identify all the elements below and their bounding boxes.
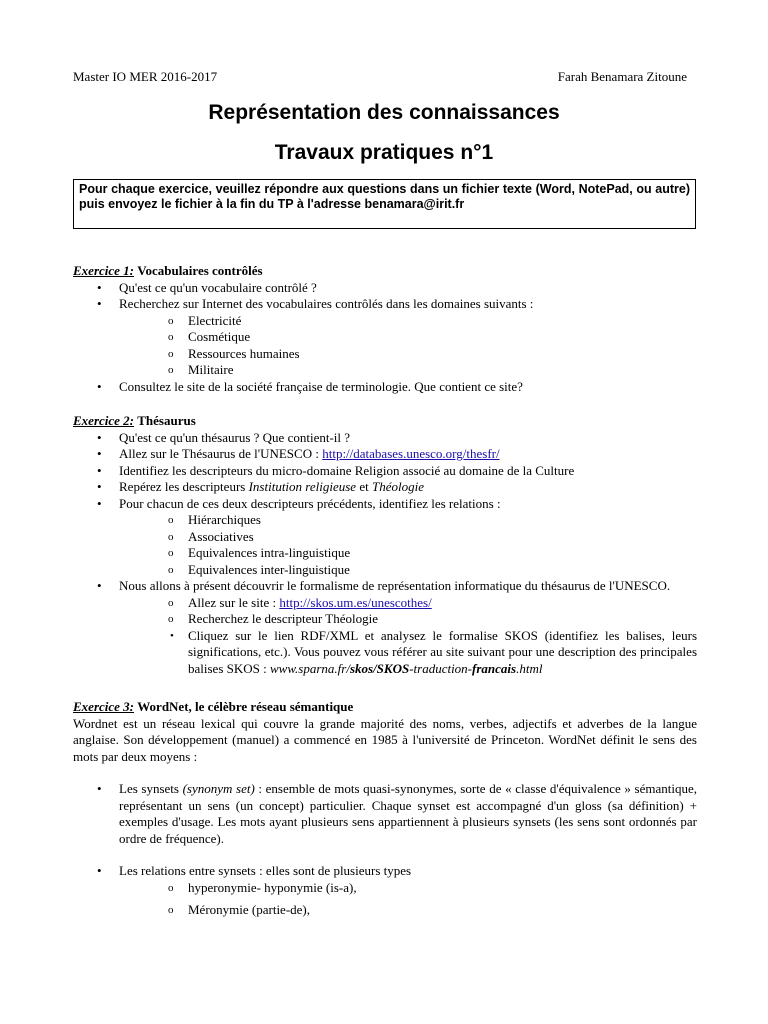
document-body	[73, 263, 697, 919]
sparna-url: www.sparna.fr/skos/SKOS-traduction-francais.html	[269, 660, 543, 676]
list-item: • Qu'est ce qu'un vocabulaire contrôlé ?	[97, 279, 317, 295]
exercise-1-name: Vocabulaires contrôlés	[137, 263, 263, 278]
list-item: • Qu'est ce qu'un thésaurus ? Que contient-il ?	[97, 429, 351, 445]
sub-list-item: o Cosmétique	[168, 329, 251, 344]
document-subtitle: Travaux pratiques n°1	[274, 141, 494, 164]
exercise-3-list-2	[73, 863, 697, 919]
exercise-2-heading	[73, 413, 697, 430]
exercise-3-list	[73, 781, 697, 847]
sub-list-item: o Equivalences intra-linguistique	[168, 545, 351, 560]
exercise-1-label: Exercice 1:	[73, 263, 135, 278]
course-label: Master IO MER 2016-2017	[73, 69, 218, 84]
list-item: • Repérez les descripteurs Institution religieuse et Théologie	[97, 479, 424, 494]
sub-list-item: o Ressources humaines	[168, 345, 300, 361]
exercise-3-name: WordNet, le célèbre réseau sémantique	[137, 699, 354, 714]
document-title: Représentation des connaissances	[208, 101, 560, 124]
exercise-2-list	[73, 430, 697, 678]
wordnet-intro: Wordnet est un réseau lexical qui couvre la grande majorité des noms, verbes, adjectifs et adverbes de la langue anglaise. Son développement (manuel) a commencé en 1985 à l'université de Princeton. WordNet définit le sens des mots par deux moyens :	[73, 715, 697, 764]
list-item: • Allez sur le Thésaurus de l'UNESCO : http://databases.unesco.org/thesfr/	[97, 446, 500, 461]
page-header	[73, 69, 687, 85]
exercise-1-list	[73, 280, 697, 396]
list-item: • Nous allons à présent découvrir le formalisme de représentation informatique du thésaurus de l'UNESCO. o Allez sur le site : http://skos.um.es/unescothes/ o Recherchez le descripteur Théologie • Cliquez sur le lien RDF/XML et analysez le formalise SKOS (identifiez les balises, leurs significations, etc.). Vous pouvez vous référer au site suivant pour une description des principales balises SKOS : www.sparna.fr/skos/SKOS-traduction-francais.html	[97, 578, 697, 676]
exercise-2-name: Thésaurus	[137, 413, 196, 428]
list-item: • Recherchez sur Internet des vocabulaires contrôlés dans les domaines suivants : o Electricité o Cosmétique o Ressources humaines o Militaire	[73, 296, 697, 379]
instructions-box: Pour chaque exercice, veuillez répondre aux questions dans un fichier texte (Word, NotePad, ou autre) puis envoyez le fichier à la fin du TP à l'adresse benamara@irit.fr	[73, 179, 696, 229]
sub-list-item: o Méronymie (partie-de),	[168, 902, 311, 917]
list-item: • Consultez le site de la société française de terminologie. Que contient ce site?	[97, 378, 523, 394]
exercise-3-heading	[73, 699, 697, 716]
list-item: • Pour chacun de ces deux descripteurs précédents, identifiez les relations : o Hiérarchiques o Associatives o Equivalences intra-linguistique o Equivalences inter-linguistique	[73, 496, 697, 579]
sub-list-item: o Associatives	[168, 528, 254, 544]
exercise-1-heading	[73, 263, 697, 280]
sub-list-item: o hyperonymie- hyponymie (is-a),	[168, 879, 357, 895]
exercise-3-label: Exercice 3:	[73, 699, 135, 714]
exercise-2-label: Exercice 2:	[73, 413, 135, 428]
list-item: • Identifiez les descripteurs du micro-domaine Religion associé au domaine de la Culture	[97, 462, 575, 478]
list-item: • Les relations entre synsets : elles sont de plusieurs types o hyperonymie- hyponymie (is-a), o Méronymie (partie-de),	[73, 863, 697, 919]
skos-unescothes-link[interactable]: http://skos.um.es/unescothes/	[279, 594, 432, 610]
sub-list-item: o Equivalences inter-linguistique	[168, 561, 350, 577]
sub-list-item: o Hiérarchiques	[168, 512, 261, 527]
sub-list-item: o Militaire	[168, 362, 234, 377]
sub-list-item: • Cliquez sur le lien RDF/XML et analysez le formalise SKOS (identifiez les balises, leurs significations, etc.). Vous pouvez vous référer au site suivant pour une description des principales balises SKOS : www.sparna.fr/skos/SKOS-traduction-francais.html	[170, 627, 697, 676]
sub-list-item: o Allez sur le site : http://skos.um.es/unescothes/	[168, 594, 432, 610]
unesco-thesaurus-link[interactable]: http://databases.unesco.org/thesfr/	[322, 446, 500, 461]
sub-list-item: o Recherchez le descripteur Théologie	[168, 611, 378, 626]
sub-list-item: o Electricité	[168, 312, 242, 328]
list-item: • Les synsets (synonym set) : ensemble de mots quasi-synonymes, sorte de « classe d'équivalence » sémantique, représentant un sens (un concept) particulier. Chaque synset est accompagné d'un gloss (sa définition) + exemples d'usage. Les mots ayant plusieurs sens appartiennent à plusieurs synsets (les sens sont ordonnés par ordre de fréquence).	[97, 781, 697, 846]
author-name: Farah Benamara Zitoune	[557, 69, 687, 84]
